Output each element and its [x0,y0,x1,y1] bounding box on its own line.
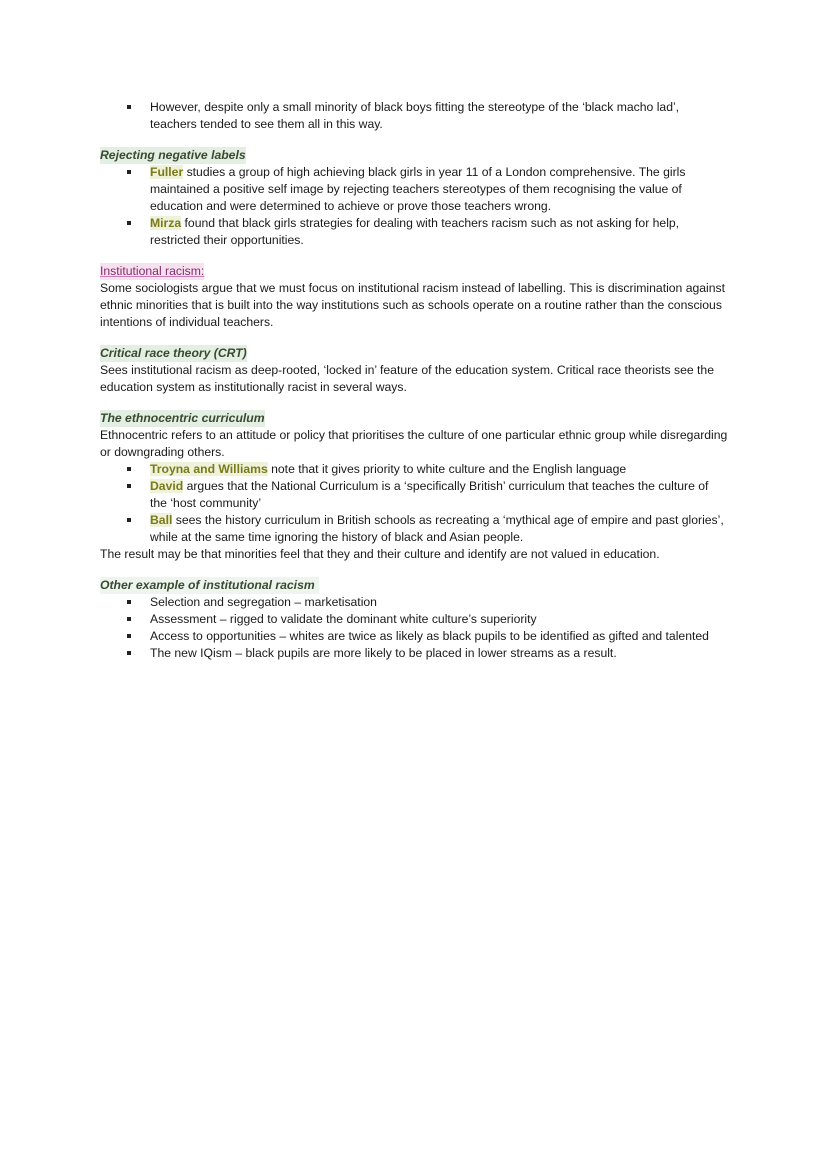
author-name: David [150,479,184,493]
document-page [100,99,728,662]
section-rejecting-negative-labels [100,147,728,249]
section-heading: Other example of institutional racism [100,577,319,594]
author-name: Troyna and Williams [150,462,268,476]
section-other-examples [100,577,728,662]
list-item: Access to opportunities – whites are twice as likely as black pupils to be identified as gifted and talented [100,628,728,645]
author-name: Ball [150,513,173,527]
section-heading: Critical race theory (CRT) [100,346,247,360]
list-item: Selection and segregation – marketisation [100,594,728,611]
list-item-text: sees the history curriculum in British schools as recreating a ‘mythical age of empire and past glories’, while at the same time ignoring the history of black and Asian people. [150,513,724,544]
section-critical-race-theory [100,345,728,396]
list-item: Assessment – rigged to validate the dominant white culture’s superiority [100,611,728,628]
list-item: However, despite only a small minority of black boys fitting the stereotype of the ‘black macho lad’, teachers tended to see them all in this way. [100,99,728,133]
list-item-text: studies a group of high achieving black girls in year 11 of a London comprehensive. The girls maintained a positive self image by rejecting teachers stereotypes of them recognising the value of education and were determined to achieve or prove those teachers wrong. [150,165,686,213]
author-name: Fuller [150,165,184,179]
list-item-text: note that it gives priority to white culture and the English language [267,462,627,476]
intro-bullet-list [100,99,728,133]
list-item [100,512,728,546]
section-heading: Rejecting negative labels [100,148,246,162]
section-institutional-racism [100,263,728,331]
author-name: Mirza [150,216,182,230]
ethnocentric-bullet-list [100,461,728,546]
list-item-text: argues that the National Curriculum is a ‘specifically British’ curriculum that teaches the culture of the ‘host community’ [150,479,709,510]
list-item [100,478,728,512]
paragraph: Ethnocentric refers to an attitude or policy that prioritises the culture of one particular ethnic group while disregarding or downgrading others. [100,428,728,459]
section-ethnocentric-curriculum [100,410,728,563]
list-item [100,215,728,249]
section-heading: Institutional racism: [100,264,205,278]
rejecting-bullet-list [100,164,728,249]
section-heading: The ethnocentric curriculum [100,411,265,425]
list-item [100,461,728,478]
list-item-text: found that black girls strategies for dealing with teachers racism such as not asking for help, restricted their opportunities. [150,216,680,247]
paragraph: Sees institutional racism as deep-rooted, ‘locked in’ feature of the education system. Critical race theorists see the education system as institutionally racist in several ways. [100,363,714,394]
list-item: The new IQism – black pupils are more likely to be placed in lower streams as a result. [100,645,728,662]
other-bullet-list [100,594,728,662]
list-item [100,164,728,215]
paragraph: The result may be that minorities feel that they and their culture and identify are not valued in education. [100,547,660,561]
paragraph: Some sociologists argue that we must focus on institutional racism instead of labelling. This is discrimination against ethnic minorities that is built into the way institutions such as schools operate on a routine rather than the conscious intentions of individual teachers. [100,281,726,329]
